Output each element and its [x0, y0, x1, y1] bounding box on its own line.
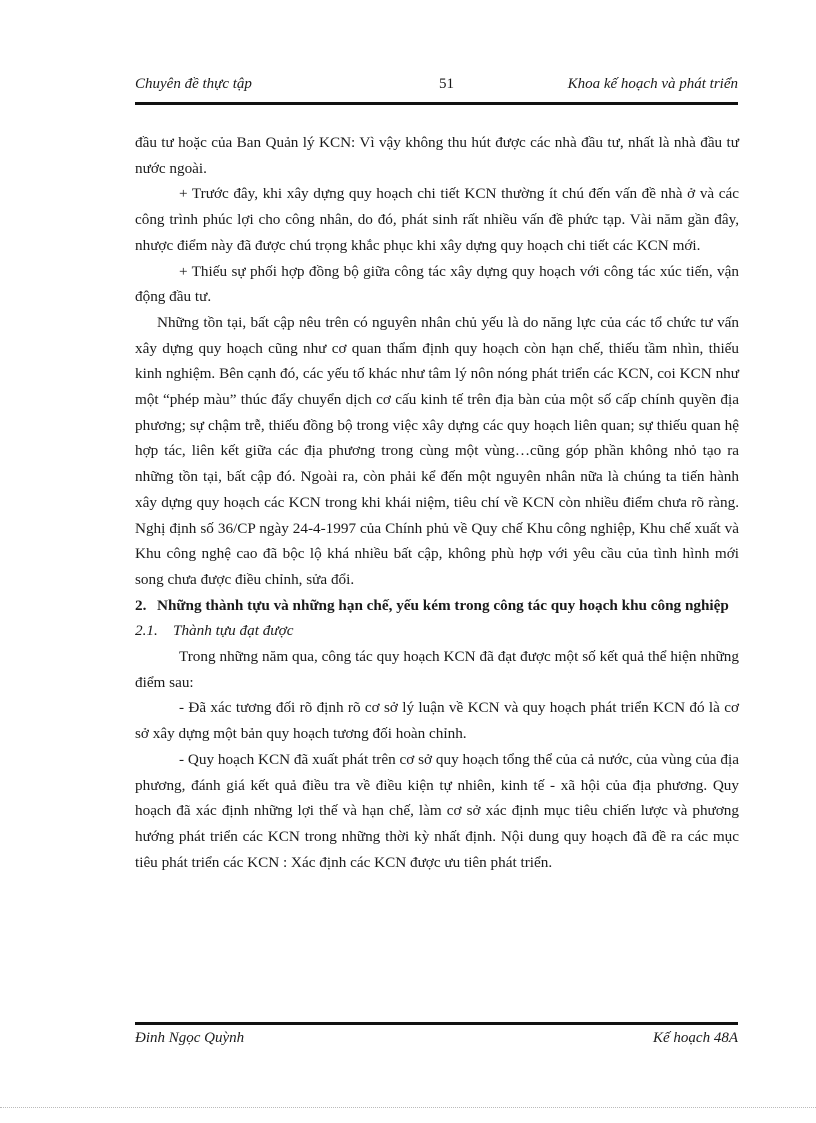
header-department: Khoa kế hoạch và phát triển [567, 76, 738, 92]
subsection-heading [135, 618, 739, 644]
section-heading [135, 593, 739, 619]
page-header [135, 76, 738, 98]
header-title: Chuyên đề thực tập [135, 76, 252, 92]
page-edge-dotted-line [0, 1107, 816, 1108]
page-footer [135, 1030, 738, 1052]
paragraph: + Thiếu sự phối hợp đồng bộ giữa công tác xây dựng quy hoạch với công tác xúc tiến, vận động đầu tư. [135, 262, 739, 306]
page-number: 51 [439, 76, 454, 92]
header-rule [135, 102, 738, 105]
subsection-title: Thành tựu đạt được [173, 622, 294, 640]
paragraph: Trong những năm qua, công tác quy hoạch KCN đã đạt được một số kết quả thể hiện những điểm sau: [135, 648, 739, 691]
footer-class: Kế hoạch 48A [653, 1030, 738, 1046]
subsection-number: 2.1. [135, 622, 158, 640]
paragraph: Những tồn tại, bất cập nêu trên có nguyên nhân chủ yếu là do năng lực của các tổ chức tư vấn xây dựng quy hoạch cũng như cơ quan thẩm định quy hoạch còn hạn chế, thiếu tầm nhìn, thiếu kinh nghiệm. Bên cạnh đó, các yếu tố khác như tâm lý nôn nóng phát triển các KCN, coi KCN như một “phép màu” thúc đẩy chuyển dịch cơ cấu kinh tế trên địa bàn của một số cấp chính quyền địa phương; sự chậm trễ, thiếu đồng bộ trong việc xây dựng các quy hoạch liên quan; sự thiếu quan hệ hợp tác, liên kết giữa các địa phương trong cùng một vùng…cũng góp phần không nhỏ tạo ra những tồn tại, bất cập đó. Ngoài ra, còn phải kể đến một nguyên nhân nữa là chúng ta tiến hành xây dựng quy hoạch các KCN trong khi khái niệm, tiêu chí về KCN còn nhiều điểm chưa rõ ràng. Nghị định số 36/CP ngày 24-4-1997 của Chính phủ về Quy chế Khu công nghiệp, Khu chế xuất và Khu công nghệ cao đã bộc lộ khá nhiều bất cập, không phù hợp với yêu cầu của tình hình mới song chưa được điều chỉnh, sửa đổi. [135, 313, 739, 588]
page-body [135, 130, 739, 875]
section-title: Những thành tựu và những hạn chế, yếu kém trong công tác quy hoạch khu công nghiệp [157, 596, 729, 614]
paragraph: + Trước đây, khi xây dựng quy hoạch chi tiết KCN thường ít chú đến vấn đề nhà ở và các công trình phúc lợi cho công nhân, do đó, phát sinh rất nhiều vấn đề phức tạp. Vài năm gần đây, nhược điểm này đã được chú trọng khắc phục khi xây dựng quy hoạch chi tiết các KCN mới. [135, 185, 739, 254]
paragraph: - Quy hoạch KCN đã xuất phát trên cơ sở quy hoạch tổng thể của cả nước, của vùng của địa phương, đánh giá kết quả điều tra về điều kiện tự nhiên, kinh tế - xã hội của địa phương. Quy hoạch đã xác định những lợi thế và hạn chế, làm cơ sở xác định mục tiêu chiến lược và phương hướng phát triển các KCN trong những thời kỳ nhất định. Nội dung quy hoạch đã đề ra các mục tiêu phát triển các KCN : Xác định các KCN được ưu tiên phát triển. [135, 750, 739, 871]
paragraph: đầu tư hoặc của Ban Quản lý KCN: Vì vậy không thu hút được các nhà đầu tư, nhất là nhà đầu tư nước ngoài. [135, 134, 739, 177]
footer-author: Đinh Ngọc Quỳnh [135, 1030, 245, 1046]
footer-rule [135, 1022, 738, 1025]
paragraph: - Đã xác tương đối rõ định rõ cơ sở lý luận về KCN và quy hoạch phát triển KCN đó là cơ sở xây dựng một bản quy hoạch tương đối hoàn chỉnh. [135, 699, 739, 743]
section-number: 2. [135, 596, 147, 614]
